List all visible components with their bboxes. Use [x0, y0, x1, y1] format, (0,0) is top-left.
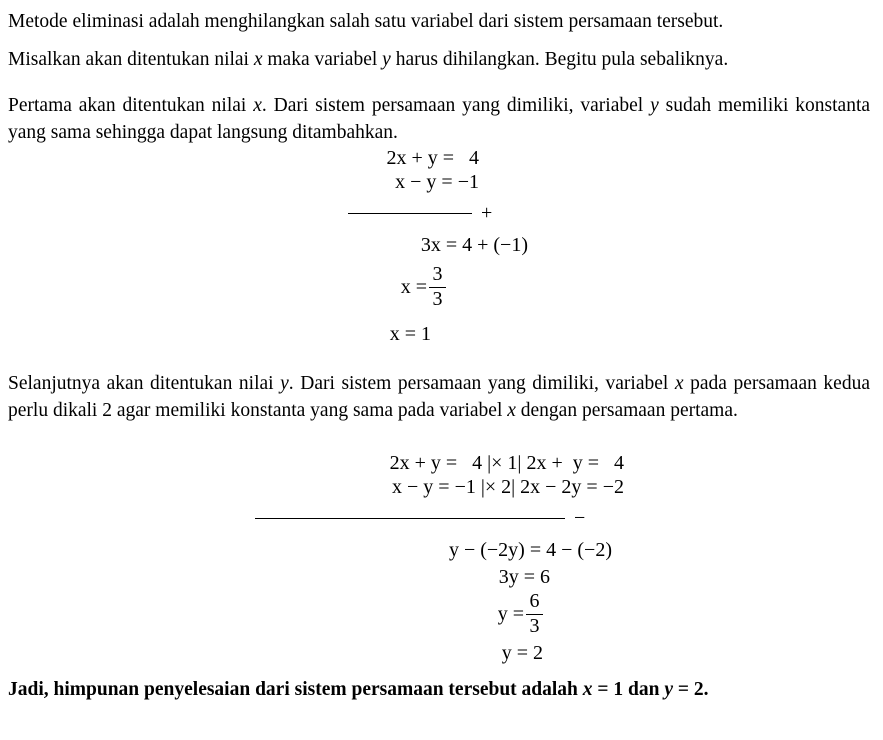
equation-line-2: x − y = −1	[390, 171, 479, 193]
fraction-lhs: y =	[497, 603, 524, 626]
paragraph-intro	[8, 8, 870, 35]
equation-fraction-row	[0, 264, 883, 310]
equation-line-2: x − y = −1 |× 2| 2x − 2y = −2	[387, 476, 624, 498]
paragraph-pertama-text-1: Pertama akan ditentukan nilai	[8, 95, 254, 116]
horizontal-rule	[348, 213, 472, 214]
conclusion-variable-x: x	[582, 679, 593, 700]
paragraph-misalkan	[8, 46, 870, 73]
equation-line-4: 3y = 6	[498, 566, 550, 588]
fraction-expression	[401, 264, 446, 310]
conclusion-variable-y: y	[664, 679, 673, 700]
fraction-lhs: x =	[400, 276, 427, 299]
equation-result-y: y = 2	[501, 642, 543, 665]
equation-row	[0, 540, 883, 560]
conclusion-text-1: Jadi, himpunan penyelesaian dari sistem persamaan tersebut adalah	[8, 679, 583, 700]
math-variable-y: y	[280, 373, 289, 394]
paragraph-intro-text: Metode eliminasi adalah menghilangkan salah satu variabel dari sistem persamaan tersebut.	[8, 11, 724, 32]
paragraph-selanjutnya-text-4: dengan persamaan pertama.	[515, 400, 738, 421]
paragraph-selanjutnya	[8, 370, 870, 424]
equation-row	[0, 324, 883, 344]
horizontal-rule	[255, 518, 565, 519]
paragraph-selanjutnya-text-1: Selanjutnya akan ditentukan nilai	[8, 373, 281, 394]
paragraph-pertama-text-2: . Dari sistem persamaan yang dimiliki, variabel	[261, 95, 651, 116]
paragraph-misalkan-text-1: Misalkan akan ditentukan nilai	[8, 49, 254, 70]
equation-block-elimination-y	[0, 453, 883, 663]
math-variable-y: y	[650, 95, 659, 116]
elimination-operator: −	[574, 507, 586, 529]
fraction	[429, 264, 446, 310]
paragraph-pertama	[8, 92, 870, 146]
equation-fraction-row	[0, 591, 883, 637]
math-variable-x: x	[674, 373, 684, 394]
elimination-rule-row	[0, 508, 883, 528]
equation-row	[0, 235, 883, 255]
fraction-denominator: 3	[529, 614, 540, 637]
equation-block-elimination-x	[0, 148, 883, 344]
fraction-numerator: 3	[432, 263, 443, 285]
equation-line-1: 2x + y = 4 |× 1| 2x + y = 4	[389, 452, 624, 474]
equation-row	[0, 172, 883, 192]
fraction-expression	[498, 591, 543, 637]
paragraph-selanjutnya-text-2: . Dari sistem persamaan yang dimiliki, variabel	[288, 373, 675, 394]
equation-line-1: 2x + y = 4	[386, 147, 479, 169]
fraction-numerator: 6	[529, 590, 540, 612]
equation-line-3: y − (−2y) = 4 − (−2)	[448, 539, 612, 561]
equation-line-3: 3x = 4 + (−1)	[420, 234, 528, 256]
math-variable-x: x	[507, 400, 516, 421]
paragraph-misalkan-text-3: harus dihilangkan. Begitu pula sebaliknya.	[390, 49, 729, 70]
equation-row	[0, 453, 883, 473]
equation-row	[0, 148, 883, 168]
elimination-rule-row	[0, 203, 883, 223]
math-variable-x: x	[253, 49, 263, 70]
equation-row	[0, 643, 883, 663]
conclusion-value-y: = 2.	[673, 679, 709, 700]
paragraph-pertama-text-3: sudah memiliki konstanta yang sama sehingga dapat langsung ditambahkan.	[8, 95, 871, 143]
equation-row	[0, 567, 883, 587]
conclusion-statement	[8, 677, 878, 703]
conclusion-value-x: = 1 dan	[592, 679, 665, 700]
equation-result-x: x = 1	[389, 323, 431, 346]
math-variable-y: y	[382, 49, 391, 70]
math-variable-x: x	[253, 95, 262, 116]
fraction	[526, 591, 543, 637]
paragraph-misalkan-text-2: maka variabel	[262, 49, 383, 70]
equation-row	[0, 477, 883, 497]
fraction-denominator: 3	[432, 287, 443, 310]
paragraph-selanjutnya-text-3: pada persamaan kedua perlu dikali 2 agar memiliki konstanta yang sama pada variabel	[8, 373, 870, 421]
elimination-operator: +	[481, 202, 493, 224]
